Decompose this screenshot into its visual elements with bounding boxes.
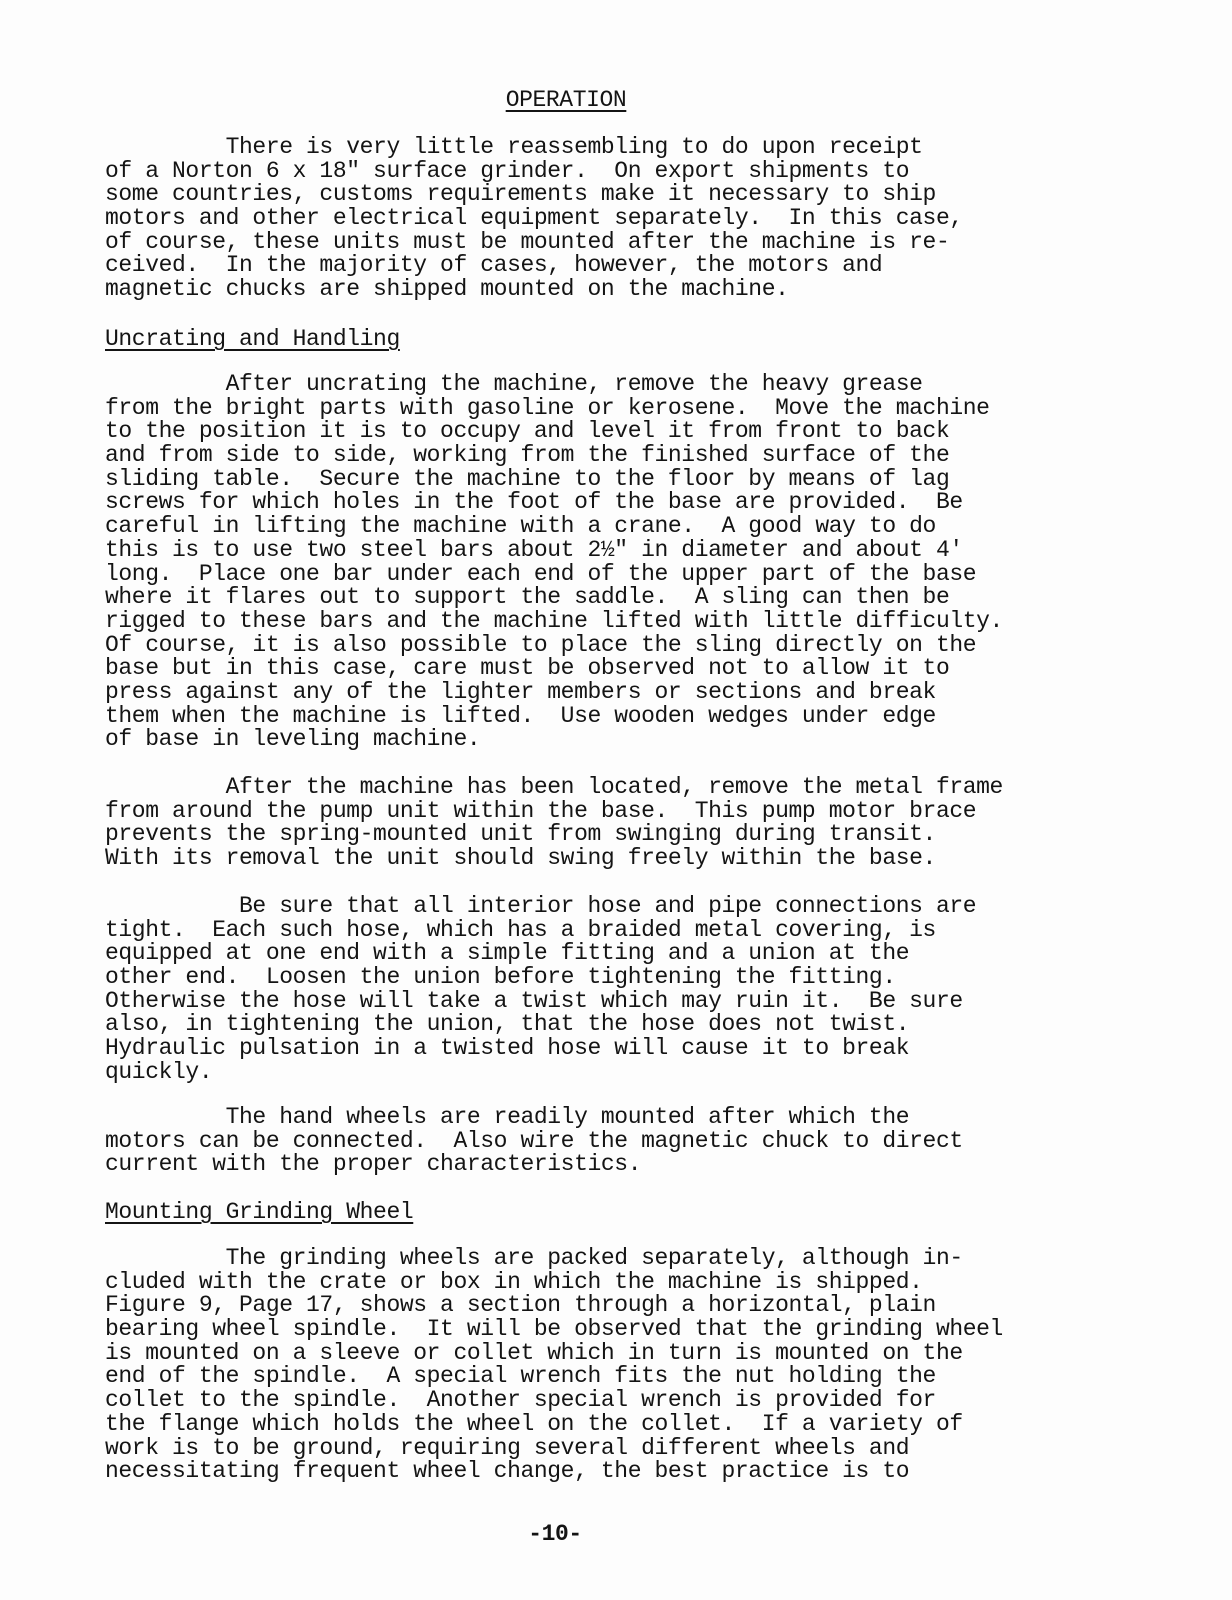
text-line: Otherwise the hose will take a twist which may ruin it. Be sure	[105, 987, 963, 1014]
text-line: of a Norton 6 x 18" surface grinder. On export shipments to	[105, 157, 910, 184]
text-line: magnetic chucks are shipped mounted on the machine.	[105, 276, 789, 303]
text-line: end of the spindle. A special wrench fits the nut holding the	[105, 1363, 936, 1390]
text-line: of base in leveling machine.	[105, 726, 481, 753]
text-line: base but in this case, care must be observed not to allow it to	[105, 655, 950, 682]
text-line: motors can be connected. Also wire the magnetic chuck to direct	[105, 1127, 963, 1154]
text-line: There is very little reassembling to do upon receipt	[105, 134, 923, 160]
text-line: ceived. In the majority of cases, however, the motors and	[105, 252, 883, 279]
text-line: long. Place one bar under each end of the upper part of the base	[105, 560, 977, 587]
text-line: tight. Each such hose, which has a braided metal covering, is	[105, 916, 936, 943]
mounting-paragraph-1	[105, 1247, 1003, 1484]
text-line: collet to the spindle. Another special wrench is provided for	[105, 1387, 936, 1414]
text-line: from around the pump unit within the base. This pump motor brace	[105, 797, 977, 824]
text-line: work is to be ground, requiring several different wheels and	[105, 1434, 910, 1461]
text-line: Be sure that all interior hose and pipe connections are	[105, 893, 977, 919]
text-line: press against any of the lighter members or sections and break	[105, 678, 936, 705]
text-line: With its removal the unit should swing freely within the base.	[105, 845, 936, 872]
text-line: bearing wheel spindle. It will be observed that the grinding wheel	[105, 1316, 1003, 1343]
text-line: is mounted on a sleeve or collet which in turn is mounted on the	[105, 1339, 963, 1366]
text-line: sliding table. Secure the machine to the floor by means of lag	[105, 465, 950, 492]
intro-paragraph	[105, 136, 963, 302]
text-line: other end. Loosen the union before tightening the fitting.	[105, 964, 896, 991]
text-line: Hydraulic pulsation in a twisted hose will cause it to break	[105, 1035, 910, 1062]
text-line: The grinding wheels are packed separately, although in-	[105, 1245, 963, 1271]
uncrating-paragraph-1	[105, 373, 1003, 752]
text-line: Figure 9, Page 17, shows a section through a horizontal, plain	[105, 1292, 936, 1319]
text-line: equipped at one end with a simple fitting and a union at the	[105, 940, 910, 967]
text-line: cluded with the crate or box in which the machine is shipped.	[105, 1268, 923, 1295]
text-line: motors and other electrical equipment separately. In this case,	[105, 205, 963, 232]
text-line: quickly.	[105, 1058, 213, 1085]
text-line: screws for which holes in the foot of the base are provided. Be	[105, 489, 963, 516]
text-line: prevents the spring-mounted unit from swinging during transit.	[105, 821, 936, 848]
text-line: some countries, customs requirements make it necessary to ship	[105, 181, 936, 208]
uncrating-paragraph-3	[105, 895, 976, 1085]
section-heading-uncrating: Uncrating and Handling	[105, 326, 400, 352]
text-line: the flange which holds the wheel on the collet. If a variety of	[105, 1410, 963, 1437]
text-line: careful in lifting the machine with a crane. A good way to do	[105, 513, 936, 540]
text-line: this is to use two steel bars about 2½" in diameter and about 4'	[105, 536, 963, 563]
page-title: OPERATION	[505, 87, 627, 113]
uncrating-paragraph-4	[105, 1106, 963, 1177]
text-line: current with the proper characteristics.	[105, 1151, 642, 1178]
text-line: to the position it is to occupy and level it from front to back	[105, 418, 950, 445]
text-line: of course, these units must be mounted after the machine is re-	[105, 228, 950, 255]
text-line: After the machine has been located, remove the metal frame	[105, 774, 1003, 800]
text-line: from the bright parts with gasoline or kerosene. Move the machine	[105, 394, 990, 421]
text-line: After uncrating the machine, remove the heavy grease	[105, 371, 923, 397]
text-line: and from side to side, working from the finished surface of the	[105, 442, 950, 469]
text-line: necessitating frequent wheel change, the best practice is to	[105, 1458, 910, 1485]
uncrating-paragraph-2	[105, 776, 1003, 871]
text-line: The hand wheels are readily mounted after which the	[105, 1104, 910, 1130]
text-line: also, in tightening the union, that the hose does not twist.	[105, 1011, 910, 1038]
text-line: rigged to these bars and the machine lifted with little difficulty.	[105, 607, 1003, 634]
section-heading-mounting: Mounting Grinding Wheel	[105, 1199, 414, 1225]
page-number: -10-	[528, 1521, 582, 1547]
text-line: Of course, it is also possible to place the sling directly on the	[105, 631, 977, 658]
text-line: them when the machine is lifted. Use wooden wedges under edge	[105, 702, 936, 729]
text-line: where it flares out to support the saddle. A sling can then be	[105, 584, 950, 611]
